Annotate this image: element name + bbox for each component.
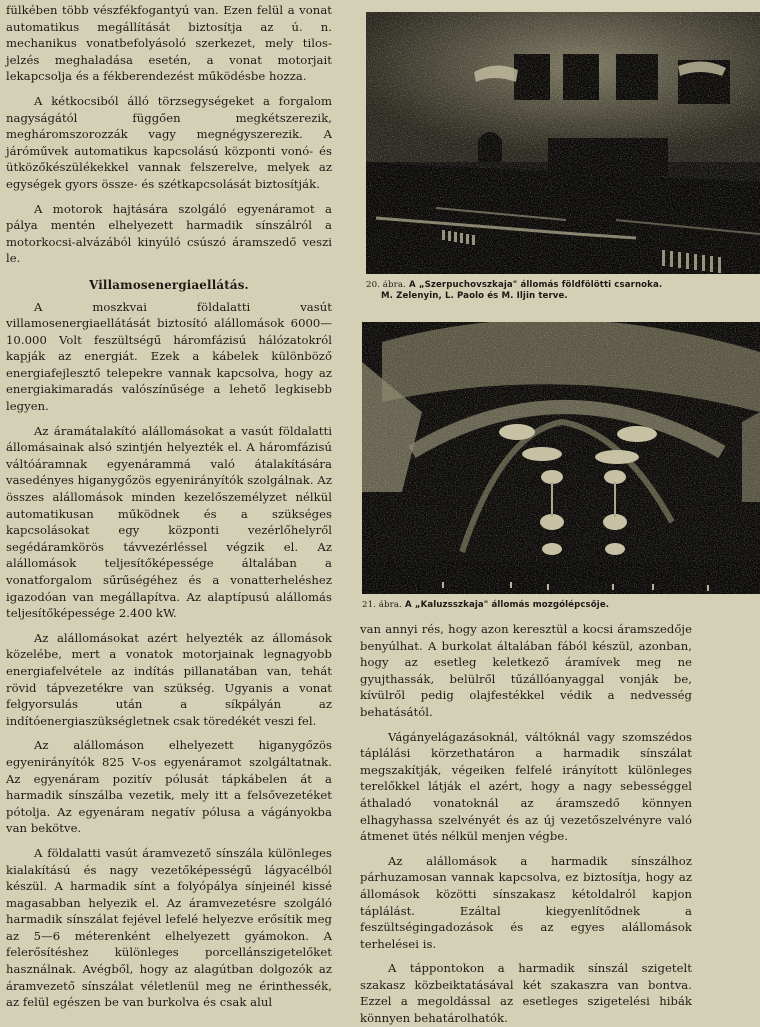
caption-credits: M. Zelenyin, L. Paolo és M. Iljin terve.: [381, 290, 568, 301]
paragraph: Az alállomáson elhelyezett higanygőzös egyenirányítók 825 V-os egyenáramot szolgáltatnak. Az egyenáram pozitív pólusát tápkábelen át a harmadik sínszálba vezetik, mely itt a felsővezetéket pótolja. Az egyenáram negatív pólusa a vágányokba van bekötve.: [6, 738, 332, 836]
figure-caption: [362, 600, 760, 611]
escalator-illustration: [362, 322, 760, 594]
figure-20: [366, 12, 760, 301]
paragraph: A motorok hajtására szolgáló egyenáramot a pálya mentén elhelyezett harmadik sínszálról a motorkocsi-alvázából kinyúló csúszó áramszedő veszi le.: [6, 201, 332, 266]
station-hall-photo: [366, 12, 760, 274]
paragraph: Az áramátalakító alállomásokat a vasút földalatti állomásainak alsó szintjén helyezték el. A háromfázisú váltóáramnak egyenárammá való átalakítására vasedényes higanygőzös egyenirányítók szolgálnak. Az összes alállomások minden kezelőszemélyzet nélkül automatikusan működnek és a szükséges kapcsolásokat egy központi vezérlőhelyről segédáramkörös távvezérléssel végzik el. Az alállomások teljesítőképessége általában a vonatforgalom sűrűségéhez és a vonatterheléshez igazodóan van megállapítva. Az alaptípusú alállomás teljesítőképessége 2.400 kW.: [6, 423, 332, 621]
paragraph: Vágányelágazásoknál, váltóknál vagy szomszédos táplálási körzethatáron a harmadik sínszálat megszakítják, végeiken felfelé irányított különleges terelőkkel látják el azért, hogy a nagy sebességgel áthaladó vonatoknál az áramszedő könnyen elhagyhassa szelvényét és az új vezetőszelvényre való átmenet ütés nélkül menjen végbe.: [360, 729, 692, 844]
section-heading: Villamosenergiaellátás.: [89, 277, 249, 292]
paragraph: A táppontokon a harmadik sínszál szigetelt szakasz közbeiktatásával két szakaszra van bontva. Ezzel a megoldással az esetleges szigetelési hibák könnyen behatárolhatók.: [360, 961, 692, 1026]
station-hall-illustration: [366, 12, 760, 274]
figure-number: 21. ábra.: [362, 600, 402, 610]
paragraph: van annyi rés, hogy azon keresztül a kocsi áramszedője benyúlhat. A burkolat általában fából készül, azonban, hogy az esetleg keletkező áramívek meg ne gyujthassák, belülről tűzállóanyaggal vonják be, kívülről pedig olajfestékkel védik a nedvesség behatásától.: [360, 622, 692, 719]
figure-number: 20. ábra.: [366, 280, 406, 290]
paragraph: A kétkocsiból álló törzsegységeket a forgalom nagyságától függően megkétszerezik, megháromszorozzák vagy megnégyszerezik. A járóművek automatikus kapcsolású központi vonó- és ütközőkészülékekkel vannak felszerelve, melyek az egységek gyors össze- és szétkapcsolását biztosítják.: [6, 93, 332, 191]
caption-text: A „Szerpuchovszkaja" állomás földfölötti csarnoka.: [408, 280, 663, 290]
paragraph: Az alállomások a harmadik sínszálhoz párhuzamosan vannak kapcsolva, ez biztosítja, hogy az állomások közötti sínszakasz kétoldalról kapjon táplálást. Ezáltal kiegyenlítődnek a feszültségingadozások és az egyes alállomások terhelései is.: [360, 853, 692, 951]
right-text-column: [360, 621, 692, 1027]
paragraph: fülkében több vészfékfogantyú van. Ezen felül a vonat automatikus megállítását biztosítja az ú. n. mechanikus vonatbefolyásoló szerkezet, mely tilos-jelzés meghaladása esetén, a vonat motorjait lekapcsolja és a fékberendezést működésbe hozza.: [6, 3, 332, 84]
left-text-column: [6, 2, 332, 1011]
paragraph: A földalatti vasút áramvezető sínszála különleges kialakítású és nagy vezetőképességű lágyacélból készül. A harmadik sínt a folyópálya sínjeinél kissé magasabban helyezik el. Az áramvezetésre szolgáló harmadik sínszálat fejével lefelé helyezve erősítik meg az 5—6 méterenként elhelyezett gyámokon. A felerősítéshez különleges porcellánszigetelőket használnak. Avégből, hogy az alagútban dolgozók az áramvezető sínszálat véletlenül meg ne érinthessék, az felül egészen be van burkolva és csak alul: [6, 845, 332, 1010]
escalator-photo: [362, 322, 760, 594]
paragraph: A moszkvai földalatti vasút villamosenergiaellátását biztosító alállomások 6000—10.000 Volt feszültségű háromfázisú hálózatokról kapják az energiát. Ezek a kábelek különböző energiafejlesztő telepekre vannak kapcsolva, hogy az energiakimaradás valószínűsége a lehető legkisebb legyen.: [6, 299, 332, 414]
figure-21: [362, 322, 760, 611]
paragraph: Az alállomásokat azért helyezték az állomások közelébe, mert a vonatok motorjainak legnagyobb energiafelvétele az indítás pillanatában van, tehát rövid tápvezetékre van szükség. Ugyanis a vonat felgyorsulás után a síkpályán az indítóenergiaszükségletnek csak töredékét veszi fel.: [6, 630, 332, 728]
caption-text: A „Kaluzsszkaja" állomás mozgólépcsője.: [404, 600, 610, 610]
figure-caption: [366, 280, 760, 301]
